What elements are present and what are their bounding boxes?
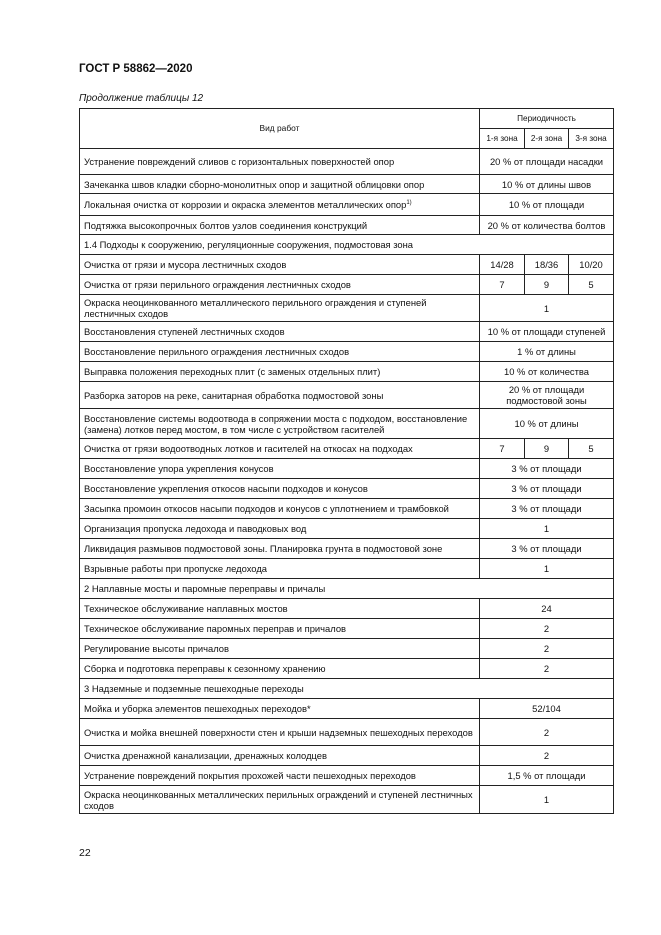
work-cell — [80, 382, 480, 409]
work-cell — [80, 499, 480, 519]
table-row — [80, 459, 614, 479]
work-cell — [80, 719, 480, 746]
periodicity-value: 20 % от площади подмостовой зоны — [480, 382, 614, 409]
work-cell — [80, 639, 480, 659]
table-row — [80, 382, 614, 409]
section-title: 2 Наплавные мосты и паромные переправы и причалы — [80, 579, 614, 599]
page-number: 22 — [79, 847, 91, 859]
work-cell — [80, 255, 480, 275]
periodicity-value: 2 — [480, 746, 614, 766]
work-cell — [80, 659, 480, 679]
work-cell — [80, 519, 480, 539]
work-text: Засыпка промоин откосов насыпи подходов и конусов с уплотнением и трамбовкой — [84, 503, 449, 514]
work-cell — [80, 175, 480, 194]
periodicity-value: 3 % от площади — [480, 479, 614, 499]
work-cell — [80, 194, 480, 216]
periodicity-value: 2 — [480, 639, 614, 659]
zone-header-3: 3-я зона — [569, 129, 614, 149]
table-row — [80, 409, 614, 439]
periodicity-value: 1,5 % от площади — [480, 766, 614, 786]
zone-header-2: 2-я зона — [525, 129, 569, 149]
work-text: Очистка и мойка внешней поверхности стен и крыши надземных пешеходных переходов — [84, 726, 473, 738]
table-continuation-label: Продолжение таблицы 12 — [79, 93, 204, 104]
work-cell — [80, 539, 480, 559]
table-row — [80, 275, 614, 295]
work-text: Окраска неоцинкованного металлического перильного ограждения и ступеней лестничных сходов — [84, 297, 427, 319]
zone-2-value: 9 — [525, 275, 569, 295]
periodicity-value: 10 % от площади — [480, 194, 614, 216]
table-row — [80, 149, 614, 175]
work-text: Устранение повреждений сливов с горизонтальных поверхностей опор — [84, 156, 395, 167]
table-row — [80, 599, 614, 619]
work-text: Подтяжка высокопрочных болтов узлов соединения конструкций — [84, 219, 368, 231]
periodicity-value: 10 % от площади ступеней — [480, 322, 614, 342]
work-cell — [80, 619, 480, 639]
work-cell — [80, 149, 480, 175]
work-text: Восстановление перильного ограждения лестничных сходов — [84, 346, 350, 357]
work-cell — [80, 459, 480, 479]
periodicity-value: 20 % от площади насадки — [480, 149, 614, 175]
table-row — [80, 619, 614, 639]
zone-header-1: 1-я зона — [480, 129, 525, 149]
table-row — [80, 699, 614, 719]
work-cell — [80, 295, 480, 322]
work-text: Восстановления ступеней лестничных сходов — [84, 326, 285, 337]
work-text: Техническое обслуживание паромных переправ и причалов — [84, 623, 347, 634]
periodicity-value: 3 % от площади — [480, 539, 614, 559]
work-text: Зачеканка швов кладки сборно-монолитных опор и защитной облицовки опор — [84, 178, 425, 190]
work-cell — [80, 559, 480, 579]
section-row — [80, 579, 614, 599]
periodicity-value: 1 % от длины — [480, 342, 614, 362]
column-header-work: Вид работ — [80, 109, 480, 149]
work-cell — [80, 409, 480, 439]
zone-1-value: 14/28 — [480, 255, 525, 275]
work-text: Взрывные работы при пропуске ледохода — [84, 563, 267, 574]
table-row — [80, 175, 614, 194]
table-row — [80, 559, 614, 579]
periodicity-value: 1 — [480, 519, 614, 539]
periodicity-value: 2 — [480, 619, 614, 639]
section-row — [80, 679, 614, 699]
zone-2-value: 18/36 — [525, 255, 569, 275]
work-text: Очистка от грязи перильного ограждения лестничных сходов — [84, 279, 351, 290]
work-text: Организация пропуска ледохода и паводковых вод — [84, 523, 307, 534]
works-table-body — [80, 109, 614, 814]
table-header-row — [80, 109, 614, 129]
zone-3-value: 10/20 — [569, 255, 614, 275]
work-text: Мойка и уборка элементов пешеходных переходов* — [84, 703, 311, 714]
table-row — [80, 519, 614, 539]
periodicity-value: 10 % от длины — [480, 409, 614, 439]
periodicity-value: 1 — [480, 295, 614, 322]
zone-1-value: 7 — [480, 439, 525, 459]
work-text: Выправка положения переходных плит (с заменых отдельных плит) — [84, 366, 381, 377]
table-row — [80, 362, 614, 382]
work-text: Восстановление упора укрепления конусов — [84, 463, 274, 474]
work-text: Устранение повреждений покрытия прохожей части пешеходных переходов — [84, 770, 416, 781]
work-text: Сборка и подготовка переправы к сезонному хранению — [84, 663, 326, 674]
work-text: Разборка заторов на реке, санитарная обработка подмостовой зоны — [84, 389, 384, 401]
work-cell — [80, 362, 480, 382]
zone-3-value: 5 — [569, 439, 614, 459]
column-header-periodicity: Периодичность — [480, 109, 614, 129]
work-cell — [80, 216, 480, 235]
work-cell — [80, 746, 480, 766]
works-table — [79, 108, 614, 814]
table-row — [80, 719, 614, 746]
periodicity-value: 10 % от длины швов — [480, 175, 614, 194]
table-row — [80, 216, 614, 235]
table-row — [80, 659, 614, 679]
table-row — [80, 639, 614, 659]
work-text: Очистка от грязи водоотводных лотков и гасителей на откосах на подходах — [84, 443, 413, 454]
work-text: Локальная очистка от коррозии и окраска элементов металлических опор — [84, 199, 407, 210]
work-cell — [80, 342, 480, 362]
work-text: Очистка дренажной канализации, дренажных колодцев — [84, 750, 327, 761]
section-row — [80, 235, 614, 255]
section-title: 1.4 Подходы к сооружению, регуляционные сооружения, подмостовая зона — [80, 235, 614, 255]
table-row — [80, 342, 614, 362]
table-row — [80, 322, 614, 342]
work-cell — [80, 786, 480, 814]
periodicity-value: 10 % от количества — [480, 362, 614, 382]
work-text: Восстановление системы водоотвода в сопряжении моста с подходом, восстановление (замена) лотков перед мостом, в том числе с устройством гасителей — [84, 412, 468, 435]
work-cell — [80, 275, 480, 295]
table-row — [80, 439, 614, 459]
periodicity-value: 52/104 — [480, 699, 614, 719]
footnote-marker: 1) — [406, 199, 412, 206]
zone-2-value: 9 — [525, 439, 569, 459]
work-cell — [80, 479, 480, 499]
periodicity-value: 3 % от площади — [480, 459, 614, 479]
table-row — [80, 499, 614, 519]
work-text: Регулирование высоты причалов — [84, 643, 229, 654]
periodicity-value: 24 — [480, 599, 614, 619]
zone-3-value: 5 — [569, 275, 614, 295]
periodicity-value: 2 — [480, 659, 614, 679]
periodicity-value: 3 % от площади — [480, 499, 614, 519]
table-row — [80, 255, 614, 275]
work-text: Восстановление укрепления откосов насыпи подходов и конусов — [84, 483, 368, 494]
table-row — [80, 786, 614, 814]
work-cell — [80, 439, 480, 459]
work-cell — [80, 699, 480, 719]
work-cell — [80, 322, 480, 342]
table-row — [80, 746, 614, 766]
periodicity-value: 2 — [480, 719, 614, 746]
work-text: Окраска неоцинкованных металлических перильных ограждений и ступеней лестничных сходов — [84, 788, 473, 811]
periodicity-value: 1 — [480, 559, 614, 579]
table-row — [80, 539, 614, 559]
table-row — [80, 479, 614, 499]
periodicity-value: 20 % от количества болтов — [480, 216, 614, 235]
work-text: Очистка от грязи и мусора лестничных сходов — [84, 259, 287, 270]
document-title: ГОСТ Р 58862—2020 — [79, 63, 193, 75]
periodicity-value: 1 — [480, 786, 614, 814]
work-text: Техническое обслуживание наплавных мостов — [84, 603, 288, 614]
section-title: 3 Надземные и подземные пешеходные переходы — [80, 679, 614, 699]
zone-1-value: 7 — [480, 275, 525, 295]
table-row — [80, 295, 614, 322]
work-cell — [80, 599, 480, 619]
table-row — [80, 766, 614, 786]
work-text: Ликвидация размывов подмостовой зоны. Планировка грунта в подмостовой зоне — [84, 543, 443, 554]
table-row — [80, 194, 614, 216]
work-cell — [80, 766, 480, 786]
